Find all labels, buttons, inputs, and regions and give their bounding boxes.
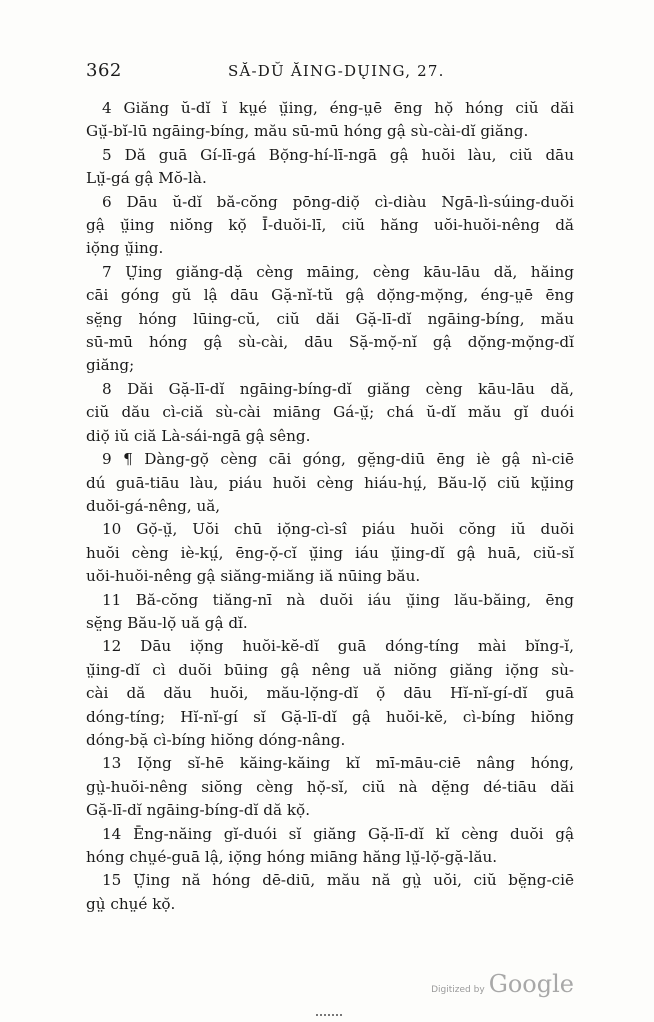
- verse-line: 8 Dăi Gặ-lī-dĭ ngāing-bíng-dĭ giăng cèng kāu-lāu dă,: [102, 379, 574, 398]
- verse-line: Lṳ̆-gá gậ Mŏ-là.: [86, 169, 207, 188]
- verse-line: ṳ̆ing-dĭ cì duŏi būing gậ nêng uă niŏng giăng iọ̆ng sù-: [86, 660, 574, 679]
- verse-line: gậ ṳ̆ing niŏng kọ̆ Ī-duŏi-lī, ciŭ hăng uŏi-huŏi-nêng dă: [86, 216, 574, 235]
- verse-line: dú guā-tiāu làu, piáu huŏi cèng hiáu-hṳ́, Bău-lọ̆ ciŭ kṳ̆ing: [86, 473, 574, 492]
- verse-line: 11 Bă-cŏng tiăng-nī nà duŏi iáu ṳ̆ing lău-băing, ēng: [102, 590, 574, 609]
- verse-paragraph: [86, 869, 574, 916]
- page-number: 362: [86, 60, 122, 81]
- verse-paragraph: [86, 589, 574, 636]
- verse-line: sĕ̤ng hóng lūing-cŭ, ciŭ dăi Gặ-lī-dĭ ngāing-bíng, mău: [86, 309, 574, 328]
- verse-paragraph: [86, 144, 574, 191]
- verse-line: 10 Gọ̆-ṳ̆, Uŏi chū iọ̆ng-cì-sî piáu huŏi cŏng iŭ duŏi: [102, 520, 574, 539]
- verse-paragraph: [86, 518, 574, 588]
- verse-line: uŏi-huŏi-nêng gậ siăng-miăng iă nūing bău.: [86, 567, 421, 586]
- verse-line: duŏi-gá-nêng, uă,: [86, 496, 221, 515]
- verse-paragraph: [86, 191, 574, 261]
- verse-line: 5 Dă guā Gí-lī-gá Bọ̆ng-hí-lī-ngā gậ huŏi làu, ciŭ dāu: [102, 145, 574, 164]
- verse-paragraph: [86, 752, 574, 822]
- verse-line: dóng-tíng; Hĭ-nĭ-gí sĭ Gặ-lī-dĭ gậ huŏi-kĕ, cì-bíng hiŏng: [86, 707, 574, 726]
- verse-paragraph: [86, 261, 574, 378]
- verse-line: 4 Giăng ŭ-dĭ ĭ kṳé ṳ̆ing, éng-ṳē ēng họ̆ hóng ciŭ dăi: [102, 99, 574, 117]
- verse-paragraph: [86, 97, 574, 144]
- verse-line: 6 Dāu ŭ-dĭ bă-cŏng pōng-diọ̆ cì-diàu Ngā-lì-súing-duŏi: [102, 192, 574, 211]
- verse-paragraph: [86, 635, 574, 752]
- google-logo: Google: [488, 970, 574, 998]
- digitized-prefix: Digitized by: [431, 985, 485, 995]
- verse-paragraph: [86, 823, 574, 870]
- verse-line: sĕ̤ng Bău-lọ̆ uă gậ dĭ.: [86, 613, 248, 632]
- digitized-watermark: [431, 970, 574, 998]
- verse-line: huŏi cèng iè-kṳ́, ēng-ọ̆-cĭ ṳ̆ing iáu ṳ̆ing-dĭ gậ huā, ciŭ-sĭ: [86, 543, 574, 562]
- verse-line: 15 Ṳ̆ing nă hóng dē-diū, mău nă gṳ̀ uŏi, ciŭ bĕ̤ng-ciē: [102, 871, 574, 890]
- page-header: [86, 60, 576, 90]
- verse-line: gṳ̀-huŏi-nêng siŏng cèng họ̆-sĭ, ciŭ nà dĕ̤ng dé-tiāu dăi: [86, 777, 574, 796]
- verse-line: Gặ-lī-dĭ ngāing-bíng-dĭ dă kọ̆.: [86, 801, 311, 820]
- page-bottom-mark: [316, 1014, 342, 1018]
- verse-line: Gṳ̆-bĭ-lū ngāing-bíng, mău sū-mū hóng gậ sù-cài-dĭ giăng.: [86, 122, 529, 141]
- verse-line: sū-mū hóng gậ sù-cài, dāu Sặ-mọ̆-nĭ gậ dọ̆ng-mọ̆ng-dĭ: [86, 333, 574, 352]
- verse-line: diọ̆ iŭ ciă Là-sái-ngā gậ sêng.: [86, 426, 311, 445]
- verse-line: 9 ¶ Dàng-gọ̆ cèng cāi góng, gĕ̤ng-diū ēng iè gậ nì-ciē: [102, 450, 574, 469]
- verse-line: 14 Ēng-năing gĭ-duói sĭ giăng Gặ-lī-dĭ kĭ cèng duŏi gậ: [102, 824, 574, 843]
- verse-line: ciŭ dău cì-ciă sù-cài miāng Gá-ṳ̆; chá ŭ-dĭ mău gĭ duói: [86, 403, 574, 422]
- verse-paragraph: [86, 378, 574, 448]
- verse-line: 12 Dāu iọ̆ng huŏi-kĕ-dĭ guā dóng-tíng mài bĭng-ĭ,: [102, 637, 574, 656]
- verse-line: 13 Iọ̆ng sĭ-hē kăing-kăing kĭ mī-māu-ciē nâng hóng,: [102, 754, 574, 773]
- verse-line: giăng;: [86, 356, 135, 375]
- verse-line: 7 Ṳ̆ing giăng-dặ cèng māing, cèng kāu-lāu dă, hăing: [102, 262, 574, 281]
- verse-line: cāi góng gŭ lậ dāu Gặ-nĭ-tŭ gậ dọ̆ng-mọ̆ng, éng-ṳē ēng: [86, 286, 574, 305]
- running-title: SĂ-DŬ ĂING-DŲING, 27.: [228, 62, 445, 80]
- verse-line: hóng chṳé-guā lậ, iọ̆ng hóng miāng hăng lṳ̆-lọ̆-gặ-lău.: [86, 848, 498, 866]
- verse-line: iọ̆ng ṳ̆ing.: [86, 239, 164, 258]
- body-text: [86, 97, 574, 916]
- verse-line: gṳ̀ chṳé kọ̆.: [86, 894, 176, 913]
- verse-line: dóng-bặ cì-bíng hiŏng dóng-nâng.: [86, 730, 346, 749]
- verse-line: cài dă dău huŏi, mău-lọ̆ng-dĭ ọ̆ dāu Hĭ-nĭ-gí-dĭ guā: [86, 684, 574, 703]
- verse-paragraph: [86, 448, 574, 518]
